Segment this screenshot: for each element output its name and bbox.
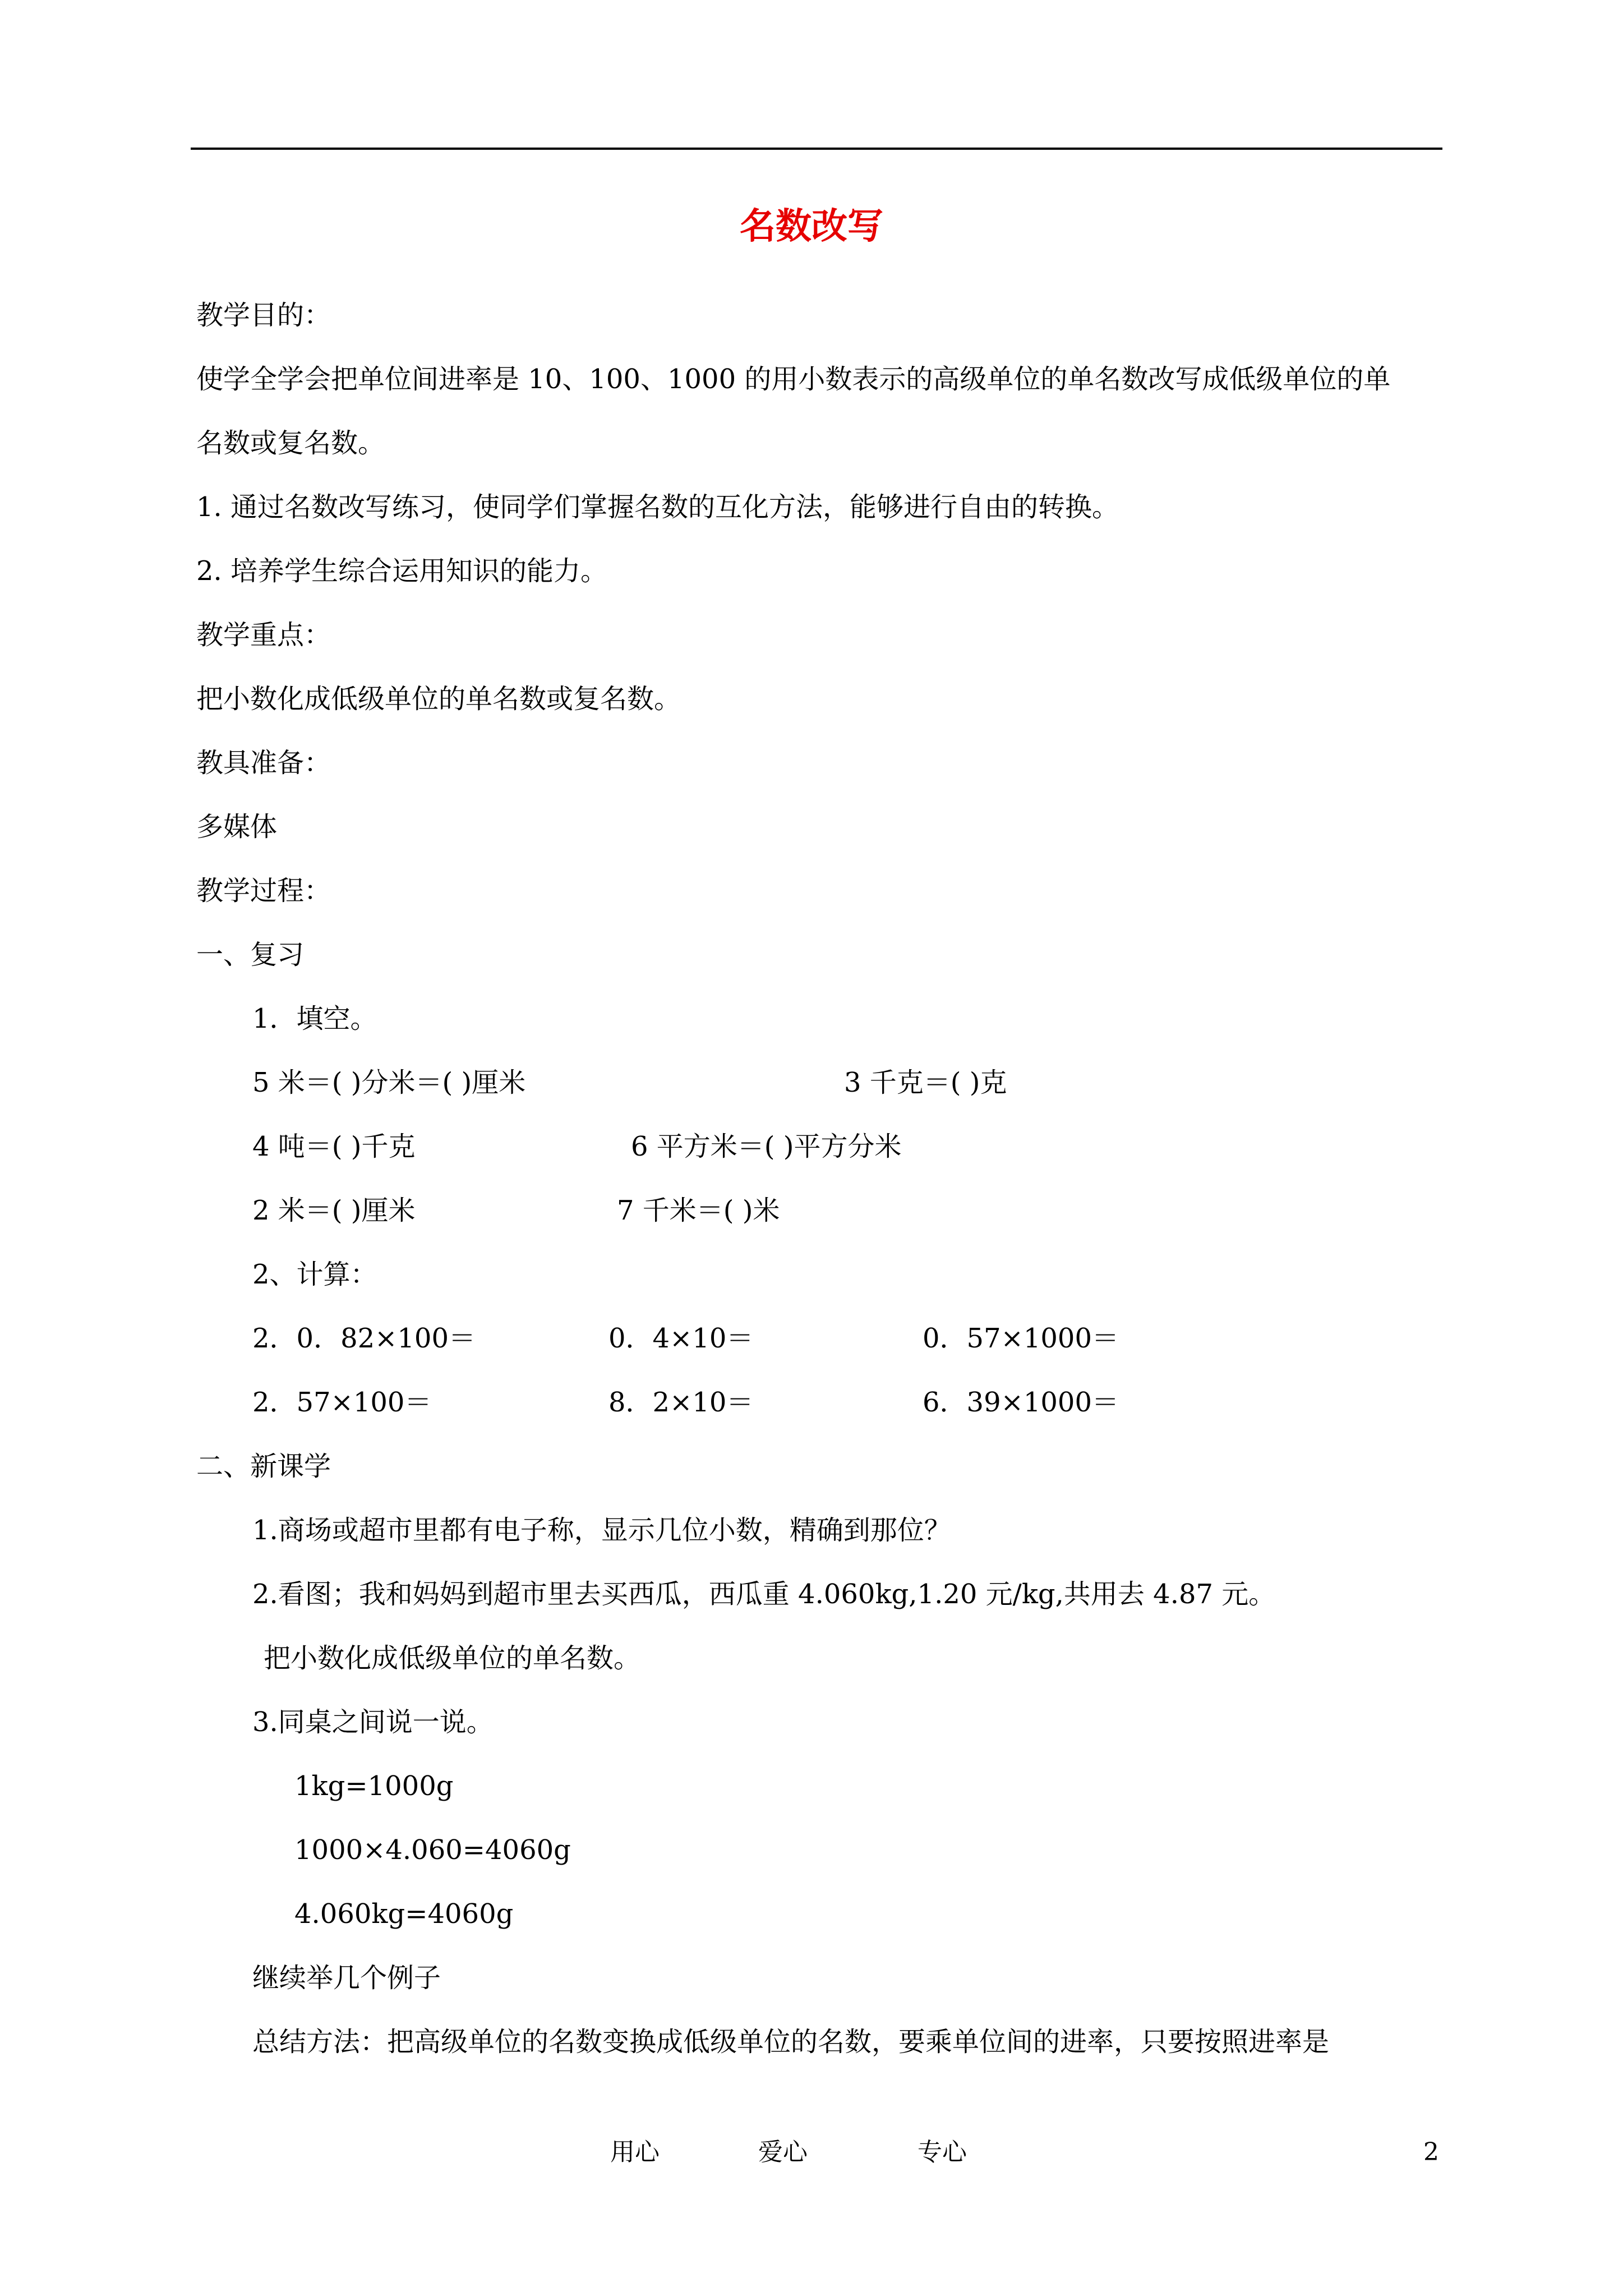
fill-row-3-left: 2 米＝( )厘米 xyxy=(252,1195,416,1226)
tools-text: 多媒体 xyxy=(196,811,278,843)
review-calc-heading: 2、计算： xyxy=(252,1259,377,1290)
tools-label: 教具准备： xyxy=(196,747,331,779)
footer-word-3: 专心 xyxy=(917,2138,967,2166)
calc-row-1-col-1: 2．0．82×100＝ xyxy=(252,1323,476,1354)
goal-item-1: 1. 通过名数改写练习，使同学们掌握名数的互化方法，能够进行自由的转换。 xyxy=(196,491,1119,523)
goal-item-2: 2. 培养学生综合运用知识的能力。 xyxy=(196,555,608,587)
goal-line-2: 名数或复名数。 xyxy=(196,427,385,459)
process-label: 教学过程： xyxy=(196,875,331,907)
calc-row-2-col-2: 8．2×10＝ xyxy=(608,1387,754,1418)
example-line-1: 1kg=1000g xyxy=(294,1770,454,1802)
calc-row-1-col-3: 0．57×1000＝ xyxy=(923,1323,1119,1354)
example-line-2: 1000×4.060=4060g xyxy=(294,1834,571,1866)
new-item-2-sub: 把小数化成低级单位的单名数。 xyxy=(264,1642,641,1674)
new-item-2: 2.看图；我和妈妈到超市里去买西瓜，西瓜重 4.060kg,1.20 元/kg,共用去 4.87 元。 xyxy=(252,1579,1276,1610)
page-number: 2 xyxy=(1423,2138,1439,2166)
example-line-3: 4.060kg=4060g xyxy=(294,1898,514,1930)
fill-row-1-right: 3 千克＝( )克 xyxy=(844,1067,1007,1098)
footer-word-2: 爱心 xyxy=(758,2138,808,2166)
key-label: 教学重点： xyxy=(196,619,331,651)
goal-label: 教学目的： xyxy=(196,300,331,331)
review-heading: 一、复习 xyxy=(196,939,305,970)
calc-row-1-col-2: 0．4×10＝ xyxy=(608,1323,754,1354)
calc-row-2-col-3: 6．39×1000＝ xyxy=(923,1387,1119,1418)
fill-row-3-right: 7 千米＝( )米 xyxy=(617,1195,780,1226)
new-item-3: 3.同桌之间说一说。 xyxy=(252,1706,494,1738)
fill-row-1-left: 5 米＝( )分米＝( )厘米 xyxy=(252,1067,526,1098)
calc-row-2-col-1: 2．57×100＝ xyxy=(252,1387,432,1418)
key-text: 把小数化成低级单位的单名数或复名数。 xyxy=(196,683,681,715)
new-heading: 二、新课学 xyxy=(196,1451,331,1482)
fill-row-2-left: 4 吨＝( )千克 xyxy=(252,1131,416,1162)
goal-line-1: 使学全学会把单位间进率是 10、100、1000 的用小数表示的高级单位的单名数改写成低级单位的单 xyxy=(196,364,1391,395)
page-title: 名数改写 xyxy=(740,206,883,247)
more-examples: 继续举几个例子 xyxy=(252,1962,441,1994)
summary-line: 总结方法：把高级单位的名数变换成低级单位的名数，要乘单位间的进率，只要按照进率是 xyxy=(252,2026,1330,2058)
header-rule xyxy=(191,148,1442,150)
footer-word-1: 用心 xyxy=(610,2138,660,2166)
review-fill-heading: 1．填空。 xyxy=(252,1003,377,1034)
new-item-1: 1.商场或超市里都有电子称，显示几位小数，精确到那位？ xyxy=(252,1515,951,1546)
fill-row-2-right: 6 平方米＝( )平方分米 xyxy=(631,1131,902,1162)
